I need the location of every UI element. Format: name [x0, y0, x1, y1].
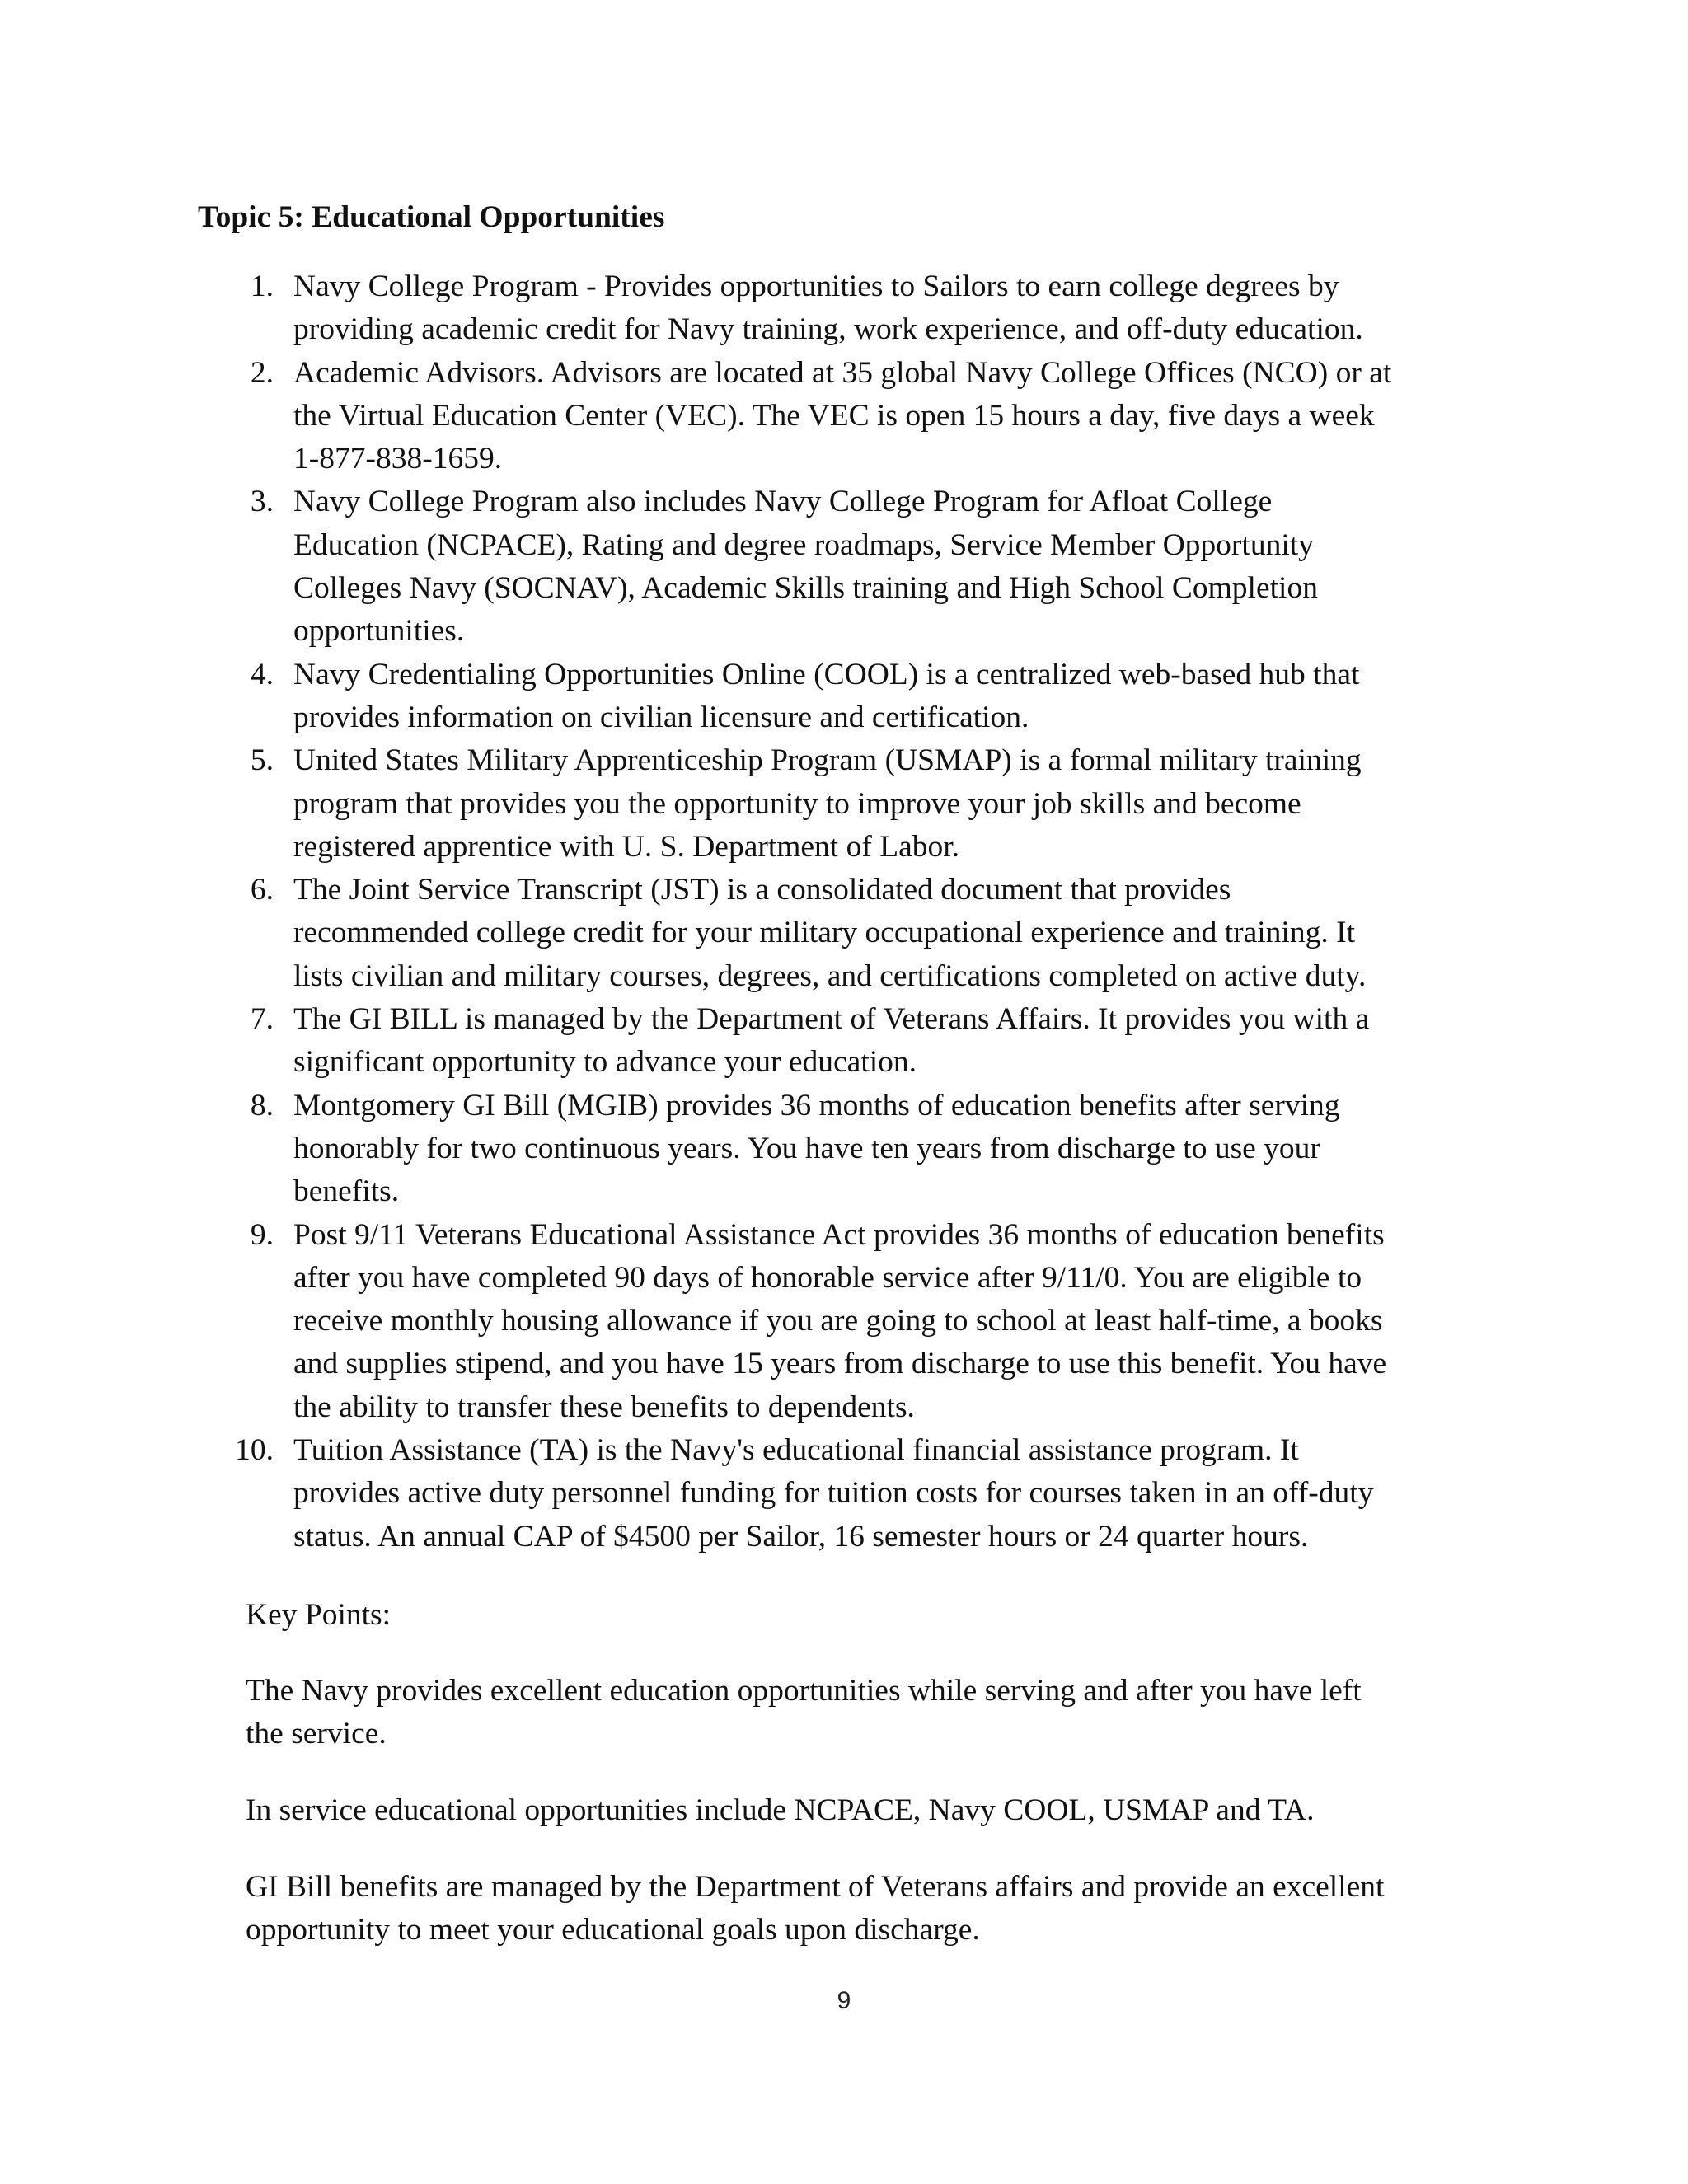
text-line: The Navy provides excellent education opportunities while serving and after you have left	[246, 1674, 1362, 1708]
text-line: benefits.	[293, 1174, 400, 1209]
opportunities-list	[198, 265, 1484, 1558]
list-item	[198, 265, 1484, 352]
text-line: status. An annual CAP of $4500 per Sailor, 16 semester hours or 24 quarter hours.	[293, 1519, 1309, 1554]
text-line: United States Military Apprenticeship Program (USMAP) is a formal military training	[293, 743, 1362, 778]
list-item-number: 2.	[250, 355, 274, 390]
list-item-number: 10.	[235, 1433, 274, 1468]
list-item-number: 1.	[250, 269, 274, 303]
list-item-text	[293, 739, 1484, 869]
text-line: Academic Advisors. Advisors are located at 35 global Navy College Offices (NCO) or at	[293, 355, 1392, 390]
page-number: 9	[837, 1987, 851, 2014]
text-line: opportunities.	[293, 614, 465, 649]
text-line: registered apprentice with U. S. Department of Labor.	[293, 829, 960, 864]
list-item	[198, 998, 1484, 1085]
topic-heading: Topic 5: Educational Opportunities	[198, 200, 665, 234]
list-item	[198, 1085, 1484, 1214]
list-item	[198, 869, 1484, 998]
text-line: program that provides you the opportunity to improve your job skills and become	[293, 786, 1301, 821]
text-line: provides information on civilian licensure and certification.	[293, 700, 1029, 734]
key-points-label: Key Points:	[246, 1598, 392, 1632]
list-item-number: 8.	[250, 1088, 274, 1122]
list-item-text	[293, 654, 1484, 740]
text-line: Navy College Program - Provides opportunities to Sailors to earn college degrees by	[293, 269, 1339, 303]
text-line: The GI BILL is managed by the Department of Veterans Affairs. It provides you with a	[293, 1002, 1370, 1037]
text-line: Colleges Navy (SOCNAV), Academic Skills training and High School Completion	[293, 571, 1318, 606]
text-line: opportunity to meet your educational goals upon discharge.	[246, 1913, 980, 1947]
text-line: The Joint Service Transcript (JST) is a consolidated document that provides	[293, 873, 1231, 907]
text-line: 1-877-838-1659.	[293, 442, 503, 476]
text-line: Post 9/11 Veterans Educational Assistance Act provides 36 months of education benefits	[293, 1217, 1385, 1252]
list-item-text	[293, 480, 1484, 653]
list-item	[198, 480, 1484, 653]
text-line: Navy Credentialing Opportunities Online (COOL) is a centralized web-based hub that	[293, 657, 1360, 691]
text-line: Tuition Assistance (TA) is the Navy's educational financial assistance program. It	[293, 1433, 1299, 1468]
list-item	[198, 1214, 1484, 1429]
list-item-number: 9.	[250, 1217, 274, 1252]
text-line: Education (NCPACE), Rating and degree roadmaps, Service Member Opportunity	[293, 527, 1314, 562]
list-item-text	[293, 1214, 1484, 1429]
text-line: Navy College Program also includes Navy College Program for Afloat College	[293, 485, 1273, 519]
text-line: after you have completed 90 days of honorable service after 9/11/0. You are eligible to	[293, 1260, 1362, 1295]
text-line: GI Bill benefits are managed by the Department of Veterans affairs and provide an excellent	[246, 1870, 1385, 1904]
list-item	[198, 352, 1484, 481]
list-item	[198, 654, 1484, 740]
key-point-paragraph	[246, 1789, 1482, 1832]
text-line: the ability to transfer these benefits to dependents.	[293, 1390, 915, 1424]
key-point-paragraph	[246, 1670, 1482, 1756]
list-item-text	[293, 352, 1484, 481]
text-line: and supplies stipend, and you have 15 years from discharge to use this benefit. You have	[293, 1347, 1387, 1381]
text-line: In service educational opportunities include NCPACE, Navy COOL, USMAP and TA.	[246, 1793, 1315, 1827]
list-item-text	[293, 869, 1484, 998]
key-points-label-block	[246, 1594, 1482, 1637]
text-line: receive monthly housing allowance if you are going to school at least half-time, a books	[293, 1304, 1383, 1338]
text-line: recommended college credit for your military occupational experience and training. It	[293, 916, 1356, 950]
text-line: honorably for two continuous years. You have ten years from discharge to use your	[293, 1131, 1320, 1165]
list-item-number: 5.	[250, 743, 274, 778]
list-item-text	[293, 1429, 1484, 1558]
list-item-number: 7.	[250, 1002, 274, 1037]
list-item	[198, 739, 1484, 869]
text-line: Montgomery GI Bill (MGIB) provides 36 months of education benefits after serving	[293, 1088, 1340, 1122]
list-item-text	[293, 998, 1484, 1085]
list-item-text	[293, 265, 1484, 352]
list-item-number: 4.	[250, 657, 274, 691]
text-line: provides active duty personnel funding for tuition costs for courses taken in an off-duty	[293, 1476, 1374, 1511]
text-line: significant opportunity to advance your education.	[293, 1045, 917, 1080]
text-line: the Virtual Education Center (VEC). The VEC is open 15 hours a day, five days a week	[293, 398, 1375, 433]
text-line: providing academic credit for Navy training, work experience, and off-duty education.	[293, 312, 1363, 347]
list-item	[198, 1429, 1484, 1558]
list-item-number: 6.	[250, 873, 274, 907]
list-item-number: 3.	[250, 485, 274, 519]
list-item-text	[293, 1085, 1484, 1214]
text-line: the service.	[246, 1717, 387, 1751]
key-point-paragraph	[246, 1866, 1482, 1952]
text-line: lists civilian and military courses, degrees, and certifications completed on active duty.	[293, 958, 1367, 993]
